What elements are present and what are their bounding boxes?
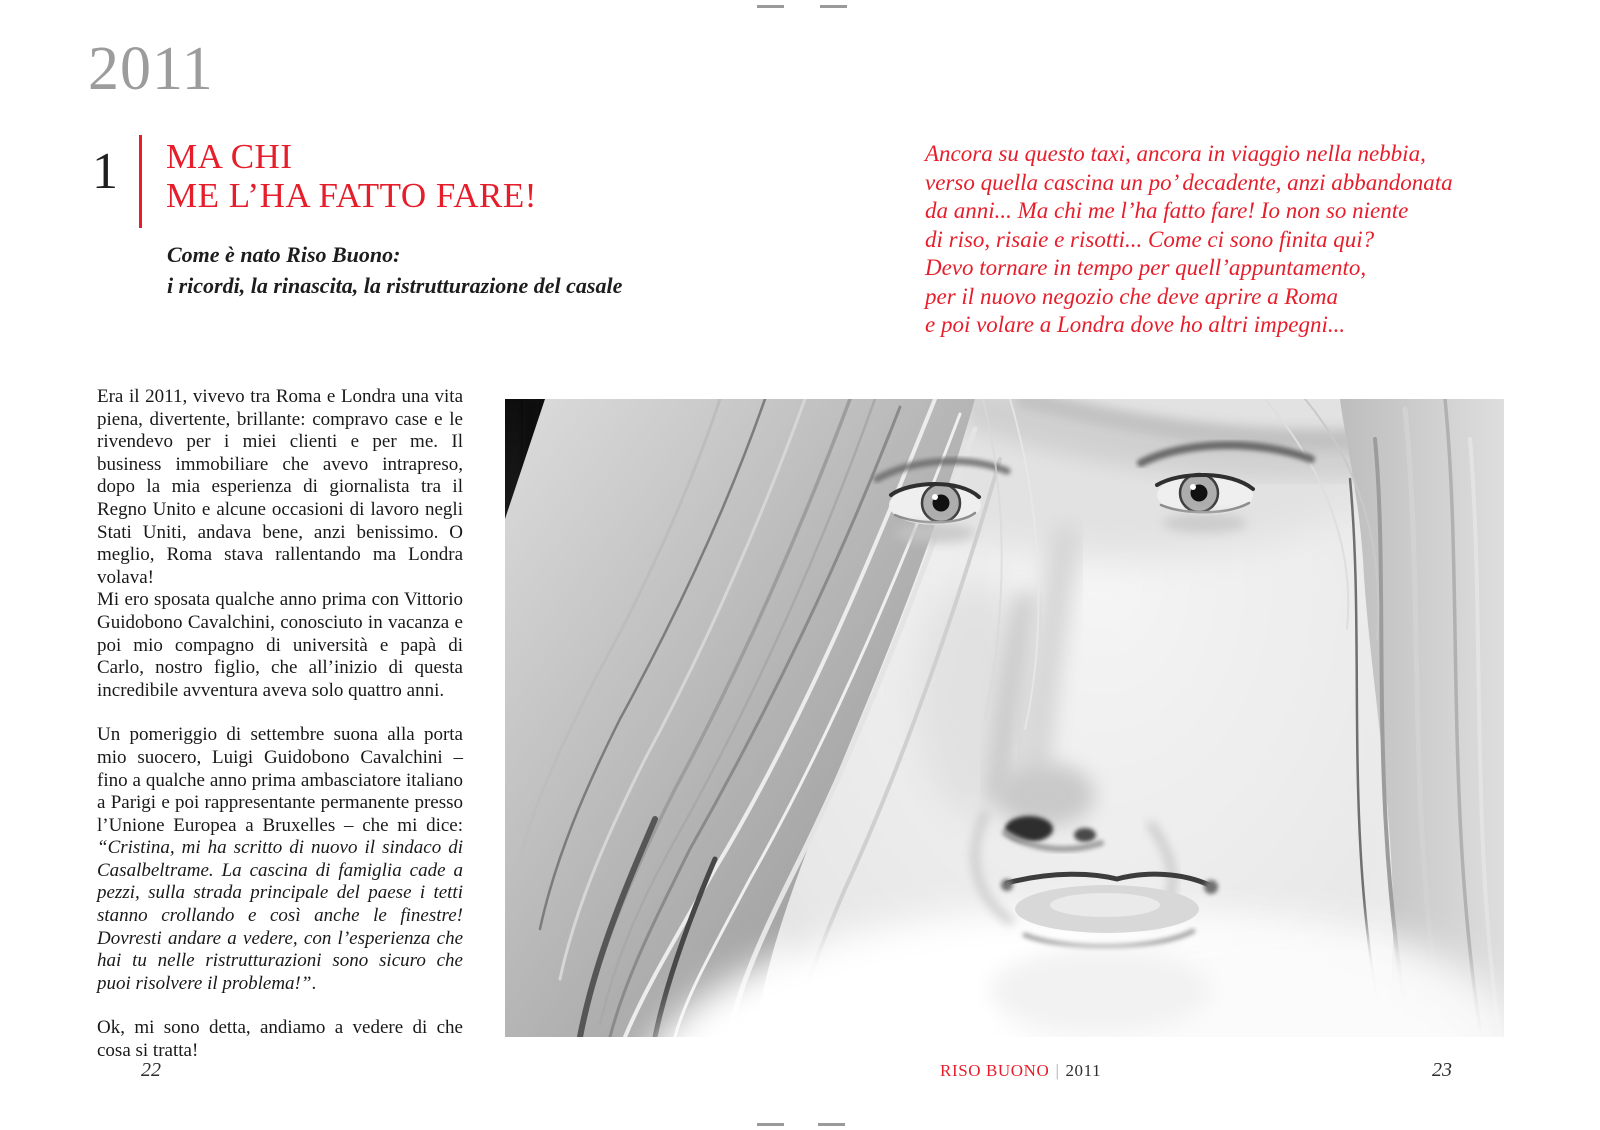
chapter-subtitle-line1: Come è nato Riso Buono: <box>167 242 401 267</box>
chapter-title <box>166 137 537 215</box>
pull-quote-line: di riso, risaie e risotti... Come ci sono finita qui? <box>925 226 1375 252</box>
chapter-subtitle-line2: i ricordi, la rinascita, la ristrutturazione del casale <box>167 273 623 298</box>
binding-mark <box>818 1123 845 1126</box>
body-paragraph: Mi ero sposata qualche anno prima con Vittorio Guidobono Cavalchini, conosciuto in vacanza e poi mio compagno di università e papà di Carlo, nostro figlio, che all’inizio di questa incredibile avventura aveva solo quattro anni. <box>97 589 463 701</box>
body-text-column <box>97 386 463 1063</box>
chapter-title-line1: MA CHI <box>166 137 293 176</box>
body-paragraph: Ok, mi sono detta, andiamo a vedere di che cosa si tratta! <box>97 1017 463 1062</box>
paragraph-text: Un pomeriggio di settembre suona alla porta mio suocero, Luigi Guidobono Cavalchini – fino a qualche anno prima ambasciatore italiano a Parigi e poi rappresentante permanente presso l’Unione Europea a Bruxelles – che mi dice: <box>97 724 463 836</box>
pull-quote-line: verso quella cascina un po’ decadente, anzi abbandonata <box>925 169 1453 195</box>
pull-quote-line: e poi volare a Londra dove ho altri impegni... <box>925 312 1346 337</box>
footer-divider: | <box>1055 1061 1060 1080</box>
portrait-photo <box>505 399 1504 1037</box>
pull-quote-line: Devo tornare in tempo per quell’appuntamento, <box>925 255 1367 280</box>
pull-quote <box>925 140 1453 340</box>
page-number-left: 22 <box>141 1059 161 1081</box>
chapter-number: 1 <box>92 143 118 200</box>
pull-quote-line: per il nuovo negozio che deve aprire a Roma <box>925 283 1339 309</box>
body-paragraph <box>97 724 463 995</box>
binding-mark <box>757 5 784 8</box>
page-number-right: 23 <box>1432 1059 1452 1081</box>
binding-mark <box>757 1123 784 1126</box>
paragraph-text: . <box>311 972 317 994</box>
left-eye <box>889 484 981 543</box>
binding-mark <box>820 5 847 8</box>
chapter-subtitle <box>167 239 622 301</box>
chapter-rule <box>139 135 142 228</box>
quoted-speech: “Cristina, mi ha scritto di nuovo il sindaco di Casalbeltrame. La cascina di famiglia cade a pezzi, sulla strada principale del paese i tetti stanno crollando e così anche le finestre! Dovresti andare a vedere, con l’esperienza che hai tu nelle ristrutturazioni sono sicuro che puoi risolvere il problema!” <box>97 837 463 994</box>
body-paragraph: Era il 2011, vivevo tra Roma e Londra una vita piena, divertente, brillante: compravo case e le rivendevo per i miei clienti e per me. Il business immobiliare che avevo intrapreso, dopo la mia esperienza di giornalista tra il Regno Unito e alcune occasioni di lavoro negli Stati Uniti, andava bene, anzi benissimo. O meglio, Roma stava rallentando ma Londra volava! <box>97 386 463 588</box>
footer-year: 2011 <box>1065 1061 1102 1080</box>
running-footer <box>940 1062 1101 1079</box>
right-eye <box>1157 474 1253 533</box>
portrait-photo-illustration <box>505 399 1504 1037</box>
year-heading: 2011 <box>88 35 214 103</box>
pull-quote-line: Ancora su questo taxi, ancora in viaggio nella nebbia, <box>925 141 1426 166</box>
footer-brand: RISO BUONO <box>940 1061 1050 1080</box>
chapter-title-line2: ME L’HA FATTO FARE! <box>166 176 537 215</box>
pull-quote-line: da anni... Ma chi me l’ha fatto fare! Io non so niente <box>925 198 1409 223</box>
